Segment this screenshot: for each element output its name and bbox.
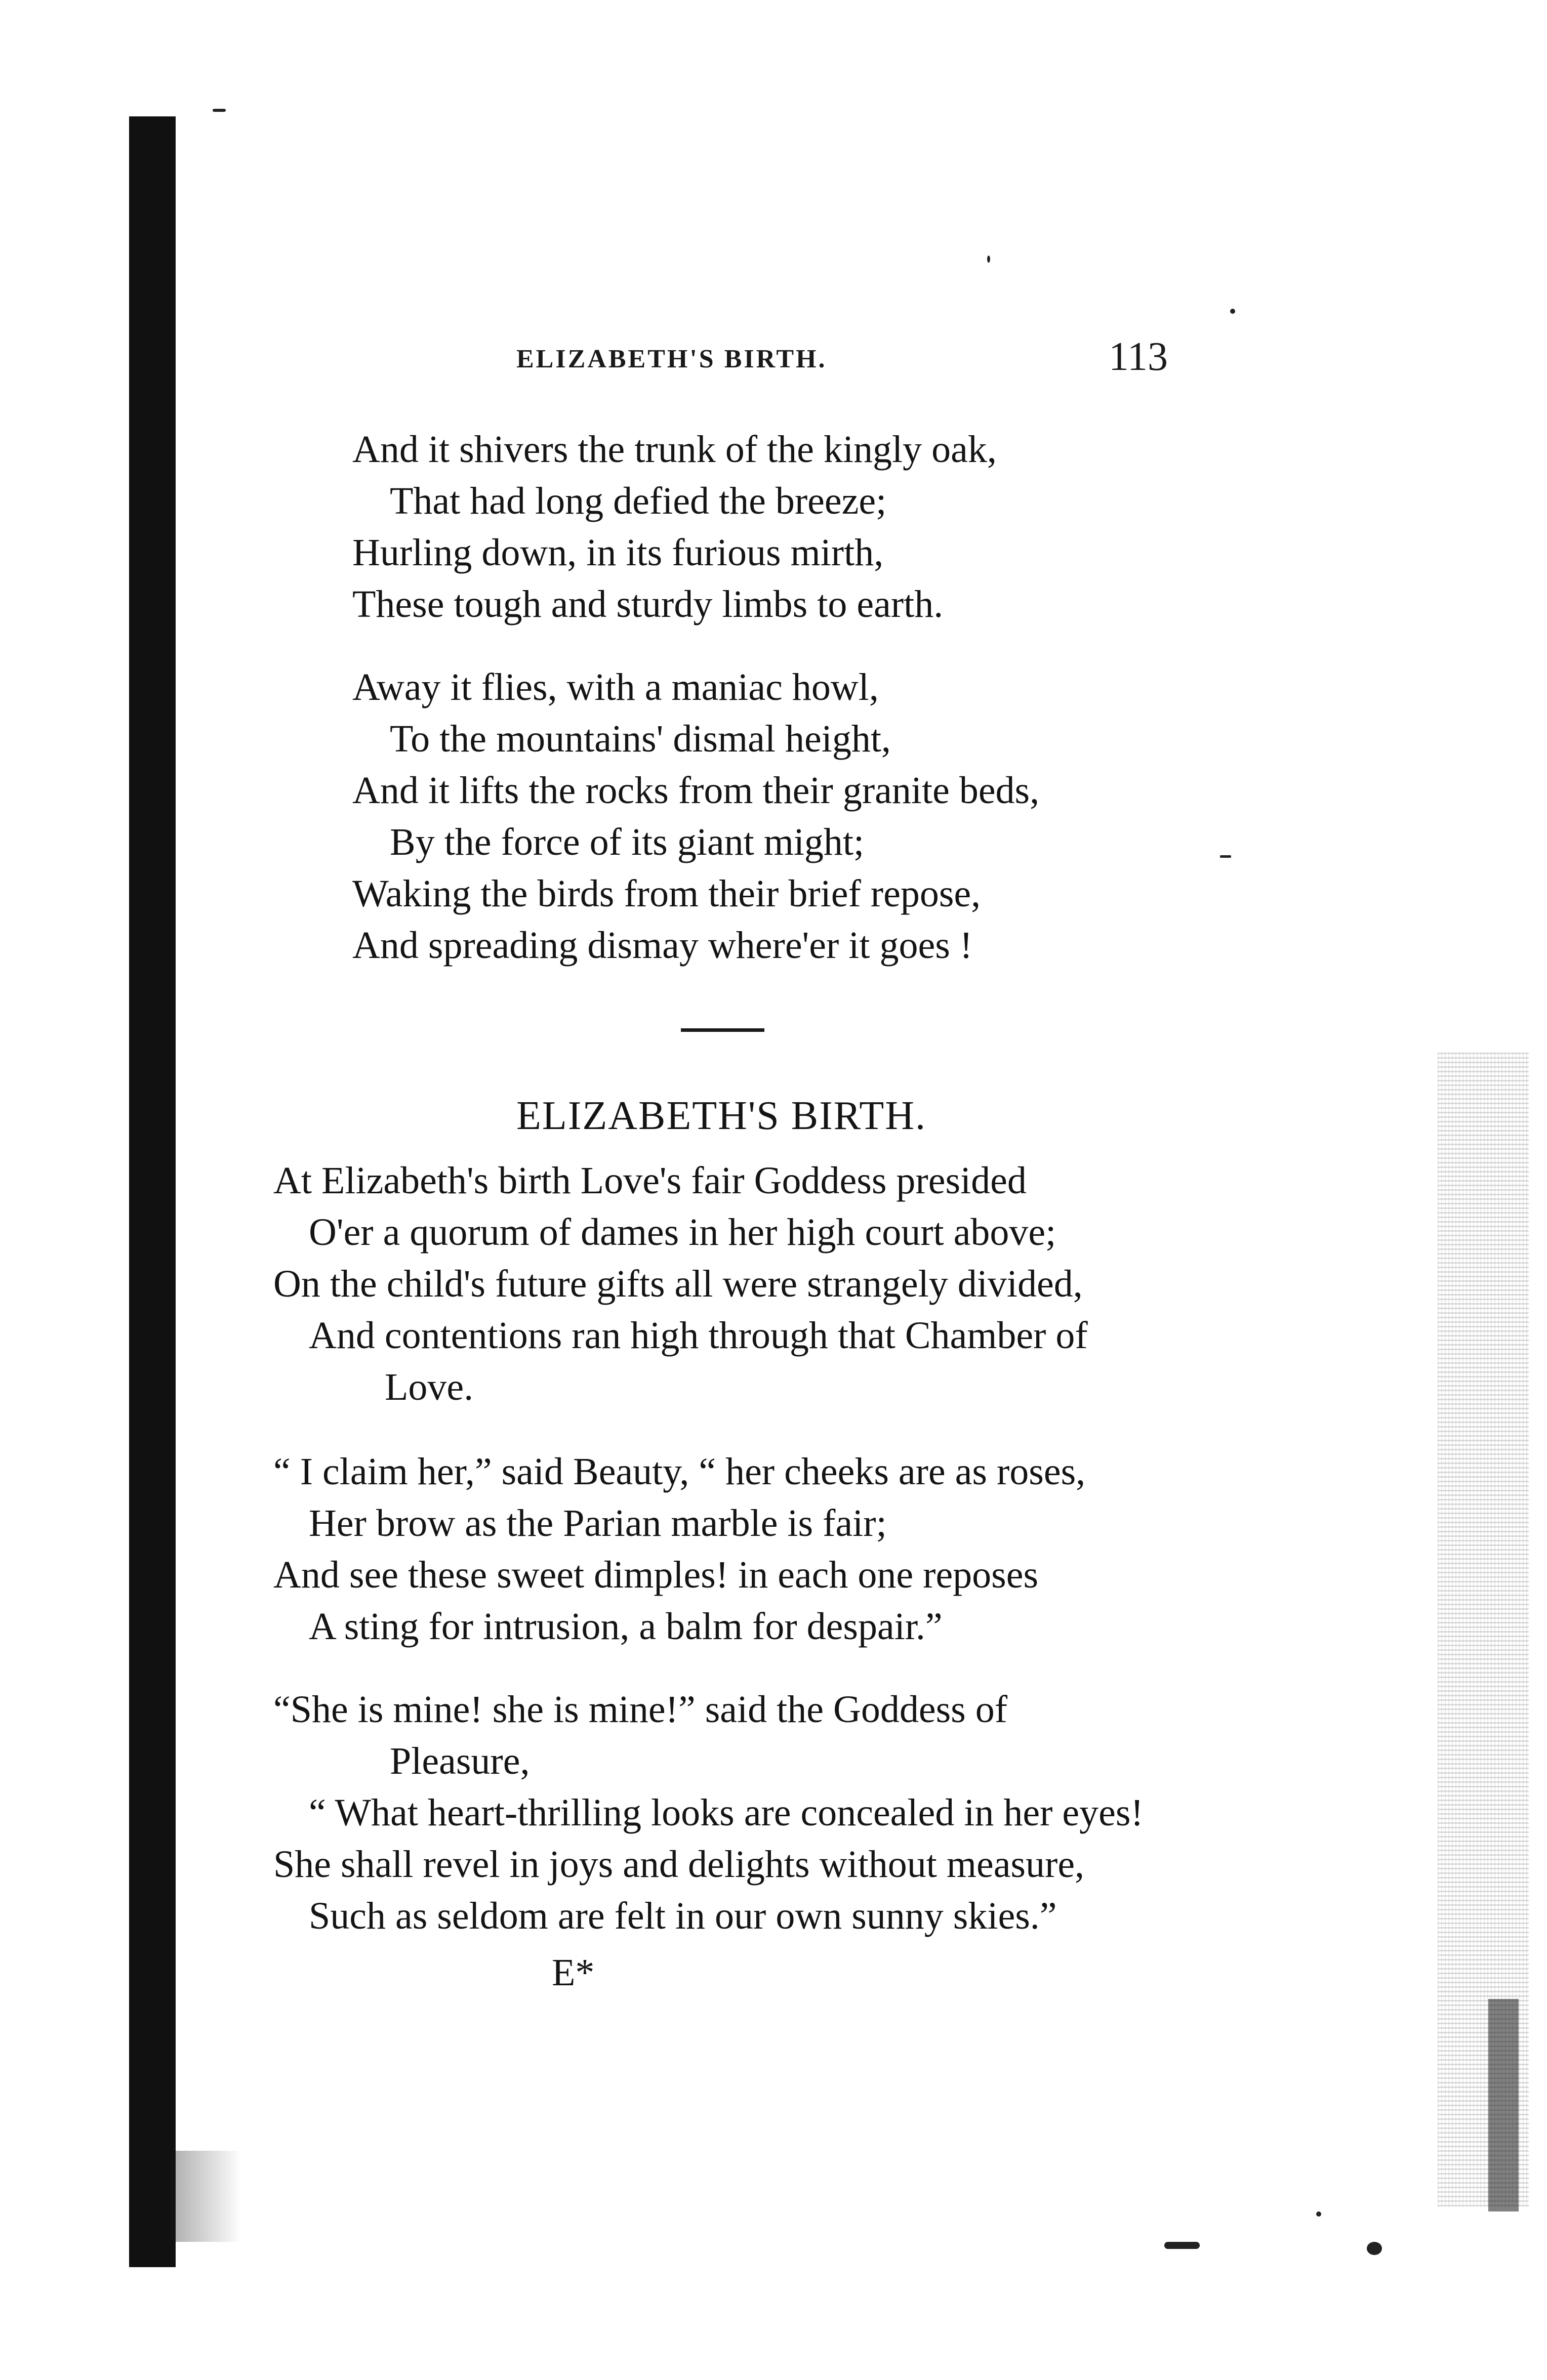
poem-line: Hurling down, in its furious mirth, bbox=[352, 531, 884, 574]
scan-edge-dark-patch bbox=[1488, 1999, 1519, 2211]
poem-line: And see these sweet dimples! in each one reposes bbox=[273, 1554, 1039, 1596]
poem-line: Such as seldom are felt in our own sunny skies.” bbox=[309, 1895, 1057, 1937]
scan-speck bbox=[1230, 309, 1235, 314]
poem-line: “She is mine! she is mine!” said the Goddess of bbox=[273, 1688, 1008, 1731]
poem-line: To the mountains' dismal height, bbox=[390, 718, 891, 760]
poem-line: Her brow as the Parian marble is fair; bbox=[309, 1502, 887, 1544]
poem-line: At Elizabeth's birth Love's fair Goddess presided bbox=[273, 1159, 1027, 1202]
poem-line: Waking the birds from their brief repose, bbox=[352, 872, 981, 915]
scan-speck bbox=[1316, 2211, 1321, 2217]
poem-line: A sting for intrusion, a balm for despair.” bbox=[309, 1605, 943, 1648]
poem-line: And spreading dismay where'er it goes ! bbox=[352, 924, 973, 967]
binding-edge bbox=[129, 116, 176, 2267]
poem-line: These tough and sturdy limbs to earth. bbox=[352, 583, 944, 625]
scan-speck bbox=[1367, 2242, 1382, 2255]
poem-line: Love. bbox=[385, 1366, 474, 1408]
scan-speck bbox=[1164, 2242, 1200, 2249]
poem-line: She shall revel in joys and delights without measure, bbox=[273, 1843, 1085, 1886]
poem-line: Pleasure, bbox=[390, 1740, 530, 1782]
scan-speck bbox=[987, 256, 990, 263]
poem-line: And contentions ran high through that Chamber of bbox=[309, 1314, 1088, 1357]
scan-speck bbox=[1220, 855, 1231, 858]
poem-line: Away it flies, with a maniac howl, bbox=[352, 666, 879, 708]
section-divider bbox=[681, 1028, 764, 1032]
poem-line: On the child's future gifts all were strangely divided, bbox=[273, 1263, 1083, 1305]
poem-line: By the force of its giant might; bbox=[390, 821, 865, 863]
scan-speck bbox=[213, 109, 226, 112]
poem-title: ELIZABETH'S BIRTH. bbox=[516, 1094, 926, 1138]
poem-line: That had long defied the breeze; bbox=[390, 480, 887, 522]
poem-line: And it lifts the rocks from their granite beds, bbox=[352, 769, 1040, 812]
running-head: ELIZABETH'S BIRTH. bbox=[516, 345, 827, 373]
poem-line: “ What heart-thrilling looks are concealed in her eyes! bbox=[309, 1791, 1144, 1834]
poem-line: O'er a quorum of dames in her high court above; bbox=[309, 1211, 1056, 1254]
page-number: 113 bbox=[1109, 335, 1168, 379]
poem-line: And it shivers the trunk of the kingly oak, bbox=[352, 428, 997, 471]
author-signature: E* bbox=[552, 1951, 595, 1994]
poem-line: “ I claim her,” said Beauty, “ her cheeks are as roses, bbox=[273, 1450, 1086, 1493]
binding-shadow bbox=[176, 2151, 241, 2242]
